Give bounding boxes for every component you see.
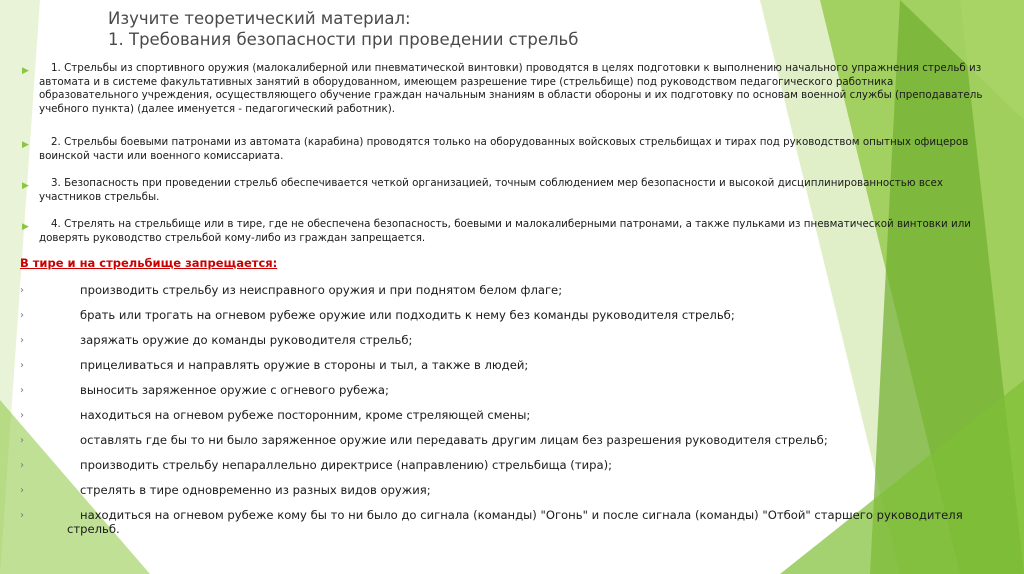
paragraph-2: 2. Стрельбы боевыми патронами из автомата (карабина) проводятся только на оборудованных войсковых стрельбищах и тирах под руководством опытных офицеров воинской части или военного комиссариата. <box>39 136 969 162</box>
forbidden-item: выносить заряженное оружие с огневого рубежа; <box>80 383 389 397</box>
triangle-bullet-icon: ▶ <box>22 140 29 150</box>
paragraph-1: 1. Стрельбы из спортивного оружия (малокалиберной или пневматической винтовки) проводятся в целях подготовки к выполнению начального упражнения стрельб из автомата и в системе факультативных занятий в оборудованном, имеющем разрешение тире (стрельбище) под руководством педагогического работника образовательного учреждения, осуществляющего обучение граждан начальным знаниям в области обороны и их подготовку по основам военной службы (преподаватель учебного пункта) (далее именуется - педагогический работник). <box>39 62 983 115</box>
forbidden-item: прицеливаться и направлять оружие в стороны и тыл, а также в людей; <box>80 358 529 372</box>
chevron-bullet-icon: › <box>20 485 24 496</box>
forbidden-item: находиться на огневом рубеже посторонним, кроме стреляющей смены; <box>80 408 531 422</box>
forbidden-item: производить стрельбу из неисправного оружия и при поднятом белом флаге; <box>80 283 563 297</box>
chevron-bullet-icon: › <box>20 335 24 346</box>
title-line-1: Изучите теоретический материал: <box>108 9 411 28</box>
forbidden-item: заряжать оружие до команды руководителя стрельб; <box>80 333 413 347</box>
title-line-2: 1. Требования безопасности при проведении стрельб <box>108 30 579 49</box>
forbidden-item: стрелять в тире одновременно из разных видов оружия; <box>80 483 431 497</box>
chevron-bullet-icon: › <box>20 360 24 371</box>
chevron-bullet-icon: › <box>20 410 24 421</box>
chevron-bullet-icon: › <box>20 385 24 396</box>
forbidden-item: брать или трогать на огневом рубеже оружие или подходить к нему без команды руководителя стрельб; <box>80 308 735 322</box>
forbidden-heading: В тире и на стрельбище запрещается: <box>20 256 278 270</box>
slide-title <box>108 8 578 50</box>
chevron-bullet-icon: › <box>20 435 24 446</box>
triangle-bullet-icon: ▶ <box>22 222 29 232</box>
forbidden-item: находиться на огневом рубеже кому бы то ни было до сигнала (команды) "Огонь" и после сигнала (команды) "Отбой" старшего руководителя стрельб. <box>67 508 963 536</box>
triangle-bullet-icon: ▶ <box>22 66 29 76</box>
paragraph-3: 3. Безопасность при проведении стрельб обеспечивается четкой организацией, точным соблюдением мер безопасности и высокой дисциплинированностью всех участников стрельбы. <box>39 177 943 203</box>
chevron-bullet-icon: › <box>20 310 24 321</box>
chevron-bullet-icon: › <box>20 460 24 471</box>
triangle-bullet-icon: ▶ <box>22 181 29 191</box>
chevron-bullet-icon: › <box>20 285 24 296</box>
forbidden-item: производить стрельбу непараллельно директрисе (направлению) стрельбища (тира); <box>80 458 613 472</box>
chevron-bullet-icon: › <box>20 510 24 521</box>
paragraph-4: 4. Стрелять на стрельбище или в тире, где не обеспечена безопасность, боевыми и малокалиберными патронами, а также пульками из пневматической винтовки или доверять руководство стрельбой кому-либо из граждан запрещается. <box>39 218 971 244</box>
forbidden-item: оставлять где бы то ни было заряженное оружие или передавать другим лицам без разрешения руководителя стрельб; <box>80 433 828 447</box>
